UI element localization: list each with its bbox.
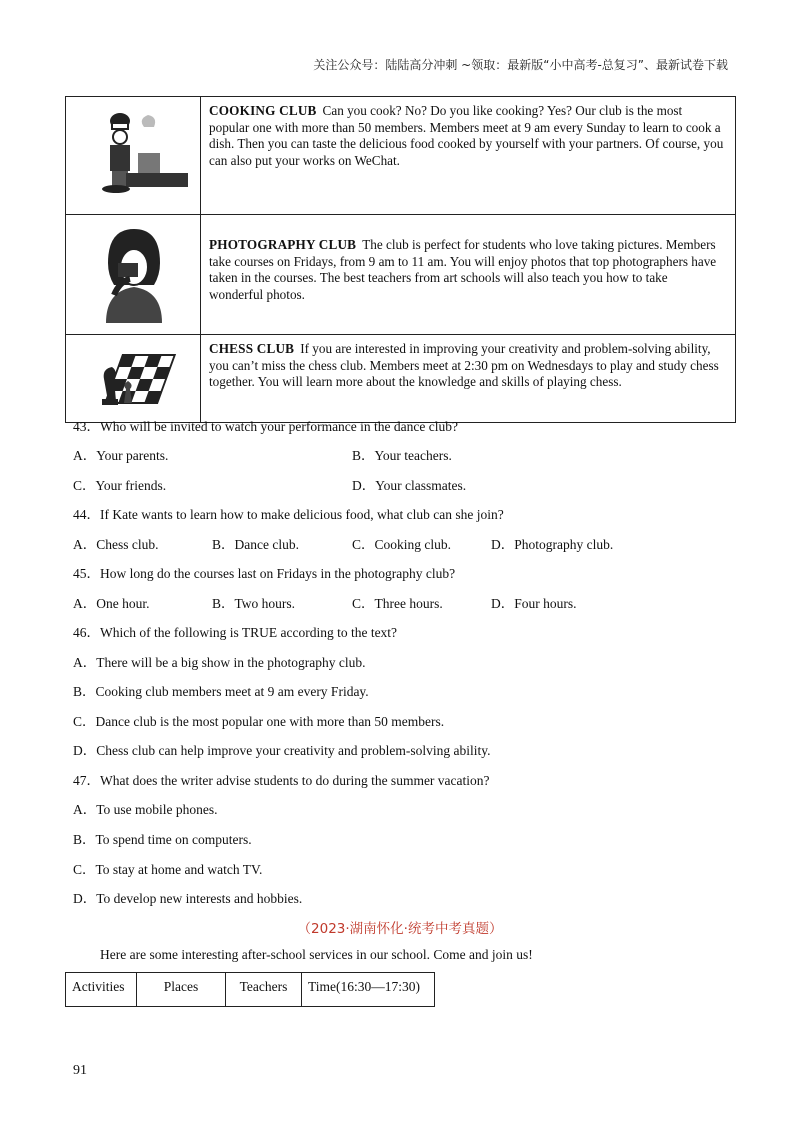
club-row-chess (66, 335, 736, 423)
answer-option: D．Chess club can help improve your creativity and problem-solving ability. (73, 743, 491, 758)
table-header-cell: Activities (66, 973, 137, 1007)
question-stem: 43．Who will be invited to watch your performance in the dance club? (73, 419, 458, 434)
table-header-cell: Time(16:30—17:30) (302, 973, 435, 1007)
intro-text: Here are some interesting after-school services in our school. Come and join us! (100, 947, 533, 962)
answer-option: C．Your friends. (73, 478, 167, 493)
answer-option: B．To spend time on computers. (73, 832, 252, 847)
clubs-table (65, 96, 736, 423)
answer-option: B．Dance club. (212, 537, 299, 552)
club-name: CHESS CLUB (209, 341, 295, 356)
club-name: PHOTOGRAPHY CLUB (209, 237, 357, 252)
club-text-cell (201, 215, 736, 335)
club-description: If you are interested in improving your creativity and problem-solving ability, you can’t miss the chess club. Members meet at 2:30 pm on Wednesdays to play and study chess together. You will learn more about the knowledge and skills of playing chess. (209, 341, 719, 390)
answer-option: B．Your teachers. (352, 448, 452, 463)
question-stem: 45．How long do the courses last on Fridays in the photography club? (73, 566, 456, 581)
answer-option: D．To develop new interests and hobbies. (73, 891, 303, 906)
club-text-cell (201, 335, 736, 423)
answer-option: A．Chess club. (73, 537, 159, 552)
club-picture-cell (66, 97, 201, 215)
page-number: 91 (73, 1063, 87, 1078)
answer-option: A．One hour. (73, 596, 150, 611)
answer-option: D．Photography club. (491, 537, 614, 552)
club-text-cell (201, 97, 736, 215)
question-stem: 47．What does the writer advise students to do during the summer vacation? (73, 773, 490, 788)
club-row-photography (66, 215, 736, 335)
answer-option: A．There will be a big show in the photography club. (73, 655, 366, 670)
page-header: 关注公众号：陆陆高分冲刺 ~领取：最新版“小中高考-总复习”、最新试卷下载 (313, 58, 728, 72)
answer-option: C．Dance club is the most popular one with more than 50 members. (73, 714, 445, 729)
answer-option: A．Your parents. (73, 448, 169, 463)
exam-source: （2023·湖南怀化·统考中考真题） (297, 921, 503, 937)
club-description: Can you cook? No? Do you like cooking? Yes? Our club is the most popular one with more than 50 members. Members meet at 9 am every Sunday to learn to cook a dish. Then you can taste the delicious food cooked by yourself with your partners. Of course, you can also put your works on WeChat. (209, 103, 724, 168)
answer-option: B．Two hours. (212, 596, 296, 611)
table-header-cell: Teachers (226, 973, 302, 1007)
table-header-cell: Places (137, 973, 226, 1007)
photographer-icon (66, 215, 200, 329)
chess-board-icon (66, 335, 200, 417)
club-row-cooking (66, 97, 736, 215)
question-stem: 44．If Kate wants to learn how to make delicious food, what club can she join? (73, 507, 504, 522)
chef-cooking-icon (66, 97, 200, 209)
club-picture-cell (66, 335, 201, 423)
answer-option: C．Cooking club. (352, 537, 452, 552)
club-description: The club is perfect for students who love taking pictures. Members take courses on Fridays, from 9 am to 11 am. You will enjoy photos that top photographers have taken in the courses. The best teachers from art schools will also teach you how to take wonderful photos. (209, 237, 717, 302)
activities-table (65, 972, 435, 1007)
club-picture-cell (66, 215, 201, 335)
answer-option: A．To use mobile phones. (73, 802, 218, 817)
answer-option: B．Cooking club members meet at 9 am every Friday. (73, 684, 369, 699)
question-stem: 46．Which of the following is TRUE according to the text? (73, 625, 398, 640)
answer-option: C．Three hours. (352, 596, 443, 611)
answer-option: C．To stay at home and watch TV. (73, 862, 263, 877)
answer-option: D．Your classmates. (352, 478, 467, 493)
table-header-row (66, 973, 435, 1007)
answer-option: D．Four hours. (491, 596, 577, 611)
club-name: COOKING CLUB (209, 103, 317, 118)
